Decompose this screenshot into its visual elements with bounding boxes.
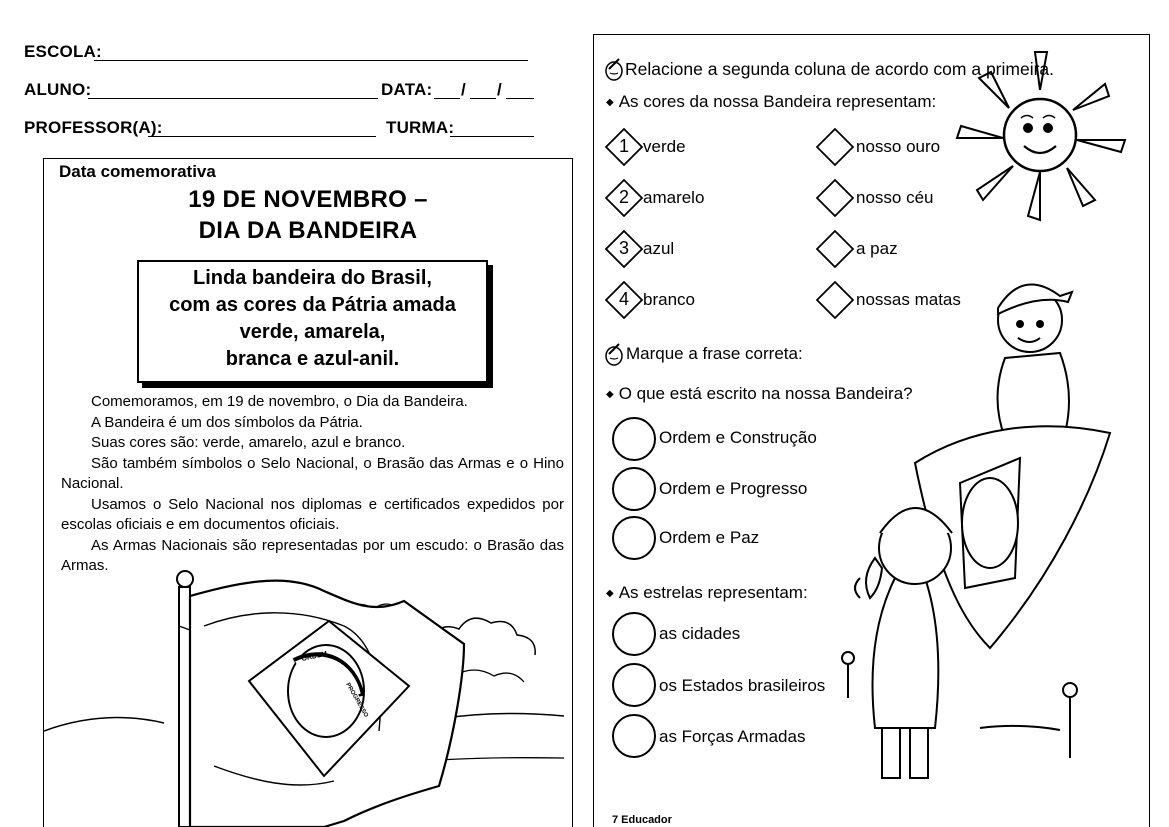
option-ordem-progresso: Ordem e Progresso [659,479,808,498]
match-number-1: 1 [619,136,630,156]
option-circle-2[interactable] [612,467,656,511]
turma-field[interactable] [450,136,534,137]
paragraph-2: A Bandeira é um dos símbolos da Pátria. [91,413,363,431]
title-line-1: 19 DE NOVEMBRO – [188,186,428,213]
match-blank-1[interactable] [816,128,854,166]
escola-field[interactable] [94,60,528,61]
poem-box [137,260,488,383]
date-slash-1: / [461,80,466,99]
match-item-2[interactable] [605,179,643,217]
match-number-3: 3 [619,238,630,258]
option-circle-1[interactable] [612,417,656,461]
option-circle-4[interactable] [612,612,656,656]
footer-fragment: 7 Educador [612,814,672,826]
professor-field[interactable] [148,136,376,137]
body-text [61,392,564,577]
paragraph-5: Usamos o Selo Nacional nos diplomas e certificados expedidos por escolas oficiais e em documentos oficiais. [61,495,564,533]
instruction-mark: Marque a frase correta: [626,344,803,363]
match-option-ceu: nosso céu [856,188,934,207]
pencil-hand-icon [604,57,624,81]
poem-line-4: branca e azul-anil. [225,348,400,370]
data-label: DATA: [381,80,433,99]
flag-band-text-ordem: ORDEM [300,650,328,663]
match-blank-2[interactable] [816,179,854,217]
question-flag-text: ◆ O que está escrito na nossa Bandeira? [606,384,913,404]
option-ordem-paz: Ordem e Paz [659,528,760,547]
poem-line-3: verde, amarela, [239,321,386,343]
escola-label: ESCOLA: [24,42,102,61]
option-estados: os Estados brasileiros [659,676,826,695]
question-colors: ◆ As cores da nossa Bandeira representam: [606,92,936,112]
title-line-2: DIA DA BANDEIRA [198,217,418,244]
paragraph-6: As Armas Nacionais são representadas por um escudo: o Brasão das Armas. [61,536,564,574]
match-option-paz: a paz [856,239,898,258]
option-circle-3[interactable] [612,516,656,560]
kicker-text: Data comemorativa [59,162,216,181]
match-item-4[interactable] [605,281,643,319]
waving-flag-illustration [44,566,572,827]
option-circle-6[interactable] [612,714,656,758]
paragraph-4: São também símbolos o Selo Nacional, o Brasão das Armas e o Hino Nacional. [61,454,564,492]
match-label-amarelo: amarelo [643,188,705,207]
match-option-matas: nossas matas [856,290,961,309]
date-month-field[interactable] [470,98,496,99]
option-ordem-construcao: Ordem e Construção [659,428,817,447]
match-label-verde: verde [643,137,686,156]
match-label-branco: branco [643,290,695,309]
option-forcas-armadas: as Forças Armadas [659,727,806,746]
option-circle-5[interactable] [612,663,656,707]
turma-label: TURMA: [386,118,455,137]
instruction-relate: Relacione a segunda coluna de acordo com a primeira. [625,59,1055,79]
option-cidades: as cidades [659,624,741,643]
poem-line-1: Linda bandeira do Brasil, [193,267,432,289]
paragraph-3: Suas cores são: verde, amarelo, azul e branco. [91,434,406,451]
sun-illustration [935,40,1145,260]
date-day-field[interactable] [434,98,460,99]
match-item-3[interactable] [605,230,643,268]
children-flag-illustration [820,258,1150,788]
match-number-4: 4 [619,289,630,309]
aluno-label: ALUNO: [24,80,92,99]
date-slash-2: / [497,80,502,99]
question-stars: ◆ As estrelas representam: [606,583,808,603]
match-label-azul: azul [643,239,675,258]
aluno-field[interactable] [88,98,378,99]
professor-label: PROFESSOR(A): [24,118,163,137]
match-number-2: 2 [619,187,630,207]
match-option-ouro: nosso ouro [856,137,941,156]
flag-band-text-progresso: PROGRESSO [344,682,369,719]
poem-line-2: com as cores da Pátria amada [169,294,456,316]
date-year-field[interactable] [506,98,534,99]
match-item-1[interactable] [605,128,643,166]
paragraph-1: Comemoramos, em 19 de novembro, o Dia da Bandeira. [91,393,468,410]
pencil-hand-icon-2 [604,342,624,366]
